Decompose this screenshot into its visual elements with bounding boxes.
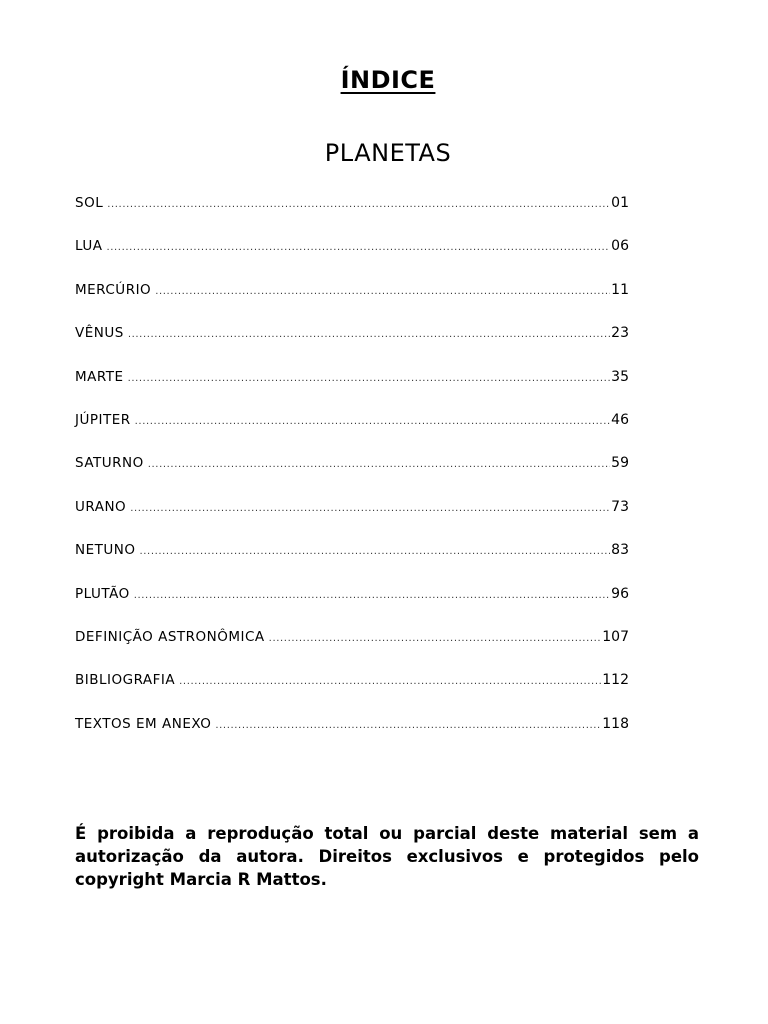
toc-entry-saturno[interactable] (75, 455, 629, 498)
toc-entry-label: MARTE (75, 368, 124, 385)
toc-entry-definicao-astronomica[interactable] (75, 629, 629, 672)
toc-entry-page: 06 (611, 238, 629, 255)
toc-entry-sol[interactable] (75, 195, 629, 238)
toc-leader-dots (106, 242, 610, 253)
toc-leader-dots (269, 633, 602, 644)
toc-entry-lua[interactable] (75, 238, 629, 281)
toc-entry-label: BIBLIOGRAFIA (75, 672, 176, 689)
toc-entry-label: JÚPITER (75, 411, 131, 428)
toc-entry-mercurio[interactable] (75, 282, 629, 325)
toc-entry-page: 118 (602, 715, 629, 732)
toc-entry-page: 59 (611, 455, 629, 472)
toc-leader-dots (148, 459, 610, 470)
toc-entry-page: 46 (611, 411, 629, 428)
toc-entry-page: 73 (611, 498, 629, 515)
toc-entry-label: LUA (75, 238, 103, 255)
toc-entry-page: 01 (611, 195, 629, 211)
toc-entry-page: 112 (602, 672, 629, 689)
toc-entry-netuno[interactable] (75, 542, 629, 585)
toc-entry-label: SOL (75, 195, 104, 211)
toc-entry-page: 83 (611, 542, 629, 559)
toc-entry-page: 96 (611, 585, 629, 602)
toc-entry-bibliografia[interactable] (75, 672, 629, 715)
toc-leader-dots (128, 373, 611, 384)
toc-leader-dots (139, 546, 610, 557)
toc-leader-dots (107, 199, 610, 210)
toc-entry-label: MERCÚRIO (75, 281, 152, 298)
toc-entry-urano[interactable] (75, 499, 629, 542)
toc-entry-label: URANO (75, 498, 127, 515)
toc-leader-dots (155, 286, 610, 297)
toc-leader-dots (215, 720, 601, 731)
toc-entry-jupiter[interactable] (75, 412, 629, 455)
toc-leader-dots (135, 416, 611, 427)
toc-entry-label: TEXTOS EM ANEXO (75, 715, 212, 732)
copyright-notice: É proibida a reprodução total ou parcial deste material sem a autorização da autora. Direitos exclusivos e protegidos pelo copyright Marcia R Mattos. (75, 824, 699, 889)
toc-entry-page: 23 (611, 325, 629, 342)
toc-entry-venus[interactable] (75, 325, 629, 368)
toc-entry-plutao[interactable] (75, 586, 629, 629)
toc-entry-marte[interactable] (75, 369, 629, 412)
toc-entry-label: NETUNO (75, 542, 136, 559)
toc-entry-label: DEFINIÇÃO ASTRONÔMICA (75, 628, 265, 645)
toc-entry-label: PLUTÃO (75, 585, 130, 602)
toc-entry-label: VÊNUS (75, 325, 124, 342)
toc-leader-dots (128, 329, 610, 340)
toc-leader-dots (179, 676, 601, 687)
table-of-contents (75, 195, 629, 759)
section-title: PLANETAS (324, 139, 452, 167)
toc-leader-dots (134, 590, 610, 601)
toc-entry-page: 35 (611, 368, 629, 385)
toc-entry-textos-em-anexo[interactable] (75, 716, 629, 759)
toc-entry-page: 11 (611, 281, 629, 298)
toc-entry-label: SATURNO (75, 455, 144, 472)
toc-leader-dots (130, 503, 610, 514)
toc-entry-page: 107 (602, 628, 629, 645)
page-title: ÍNDICE (340, 66, 436, 94)
